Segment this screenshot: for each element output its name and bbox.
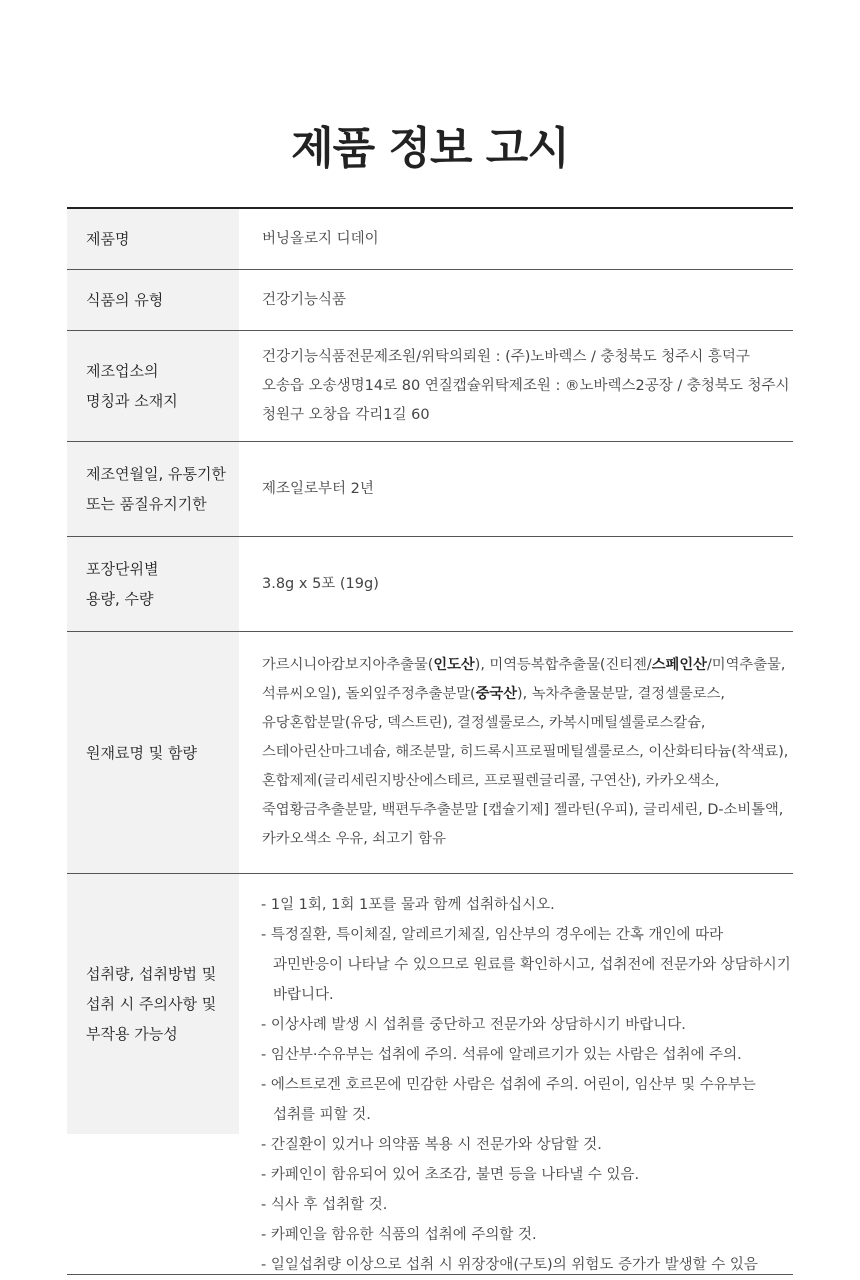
row-value-package: 3.8g x 5포 (19g) — [262, 575, 379, 592]
row-label-product-name: 제품명 — [67, 209, 239, 269]
list-item: - 카페인을 함유한 식품의 섭취에 주의할 것. — [261, 1220, 793, 1250]
product-info-table — [67, 207, 793, 1275]
row-label-ingredients: 원재료명 및 함량 — [67, 632, 239, 873]
ingredients-text: /미역추출물, 석류씨오일), 돌외잎주정추출분말( — [262, 657, 786, 702]
list-item: - 1일 1회, 1회 1포를 물과 함께 섭취하십시오. — [261, 890, 793, 920]
table-row — [67, 874, 793, 1275]
row-label-package: 포장단위별 용량, 수량 — [67, 537, 239, 631]
row-value-ingredients — [262, 651, 793, 854]
ingredients-text: ), 녹차추출물분말, 결정셀룰로스, 유당혼합분말(유당, 덱스트린), 결정셀룰로스, 카복시메틸셀룰로스칼슘, 스테아린산마그네슘, 해조분말, 히드록시프로필메틸셀룰로스, 이산화티타늄(착색료), 혼합제제(글리세린지방산에스테르, 프로필렌글리콜, 구연산), 카카오색소, 죽엽황금추출분말, 백편두추출분말 [캡슐기제] 젤라틴(우피), 글리세린, D-소비톨액, 카카오색소 우유, 쇠고기 함유 — [262, 686, 789, 847]
page-title: 제품 정보 고시 — [291, 123, 569, 174]
row-label-food-type: 식품의 유형 — [67, 270, 239, 330]
row-value-food-type: 건강기능식품 — [262, 291, 347, 308]
table-row — [67, 270, 793, 331]
list-item: - 일일섭취량 이상으로 섭취 시 위장장애(구토)의 위험도 증가가 발생할 수 있음 — [261, 1250, 793, 1280]
precautions-list — [261, 890, 793, 1280]
row-value-product-name: 버닝올로지 디데이 — [262, 230, 379, 247]
row-label-expiration: 제조연월일, 유통기한 또는 품질유지기한 — [67, 442, 239, 536]
list-item: - 식사 후 섭취할 것. — [261, 1190, 793, 1220]
table-row — [67, 442, 793, 537]
list-item: - 임산부·수유부는 섭취에 주의. 석류에 알레르기가 있는 사람은 섭취에 주의. — [261, 1040, 793, 1070]
table-row — [67, 209, 793, 270]
list-item: - 특정질환, 특이체질, 알레르기체질, 임산부의 경우에는 간혹 개인에 따라 과민반응이 나타날 수 있으므로 원료를 확인하시고, 섭취전에 전문가와 상담하시기 바랍니다. — [261, 920, 793, 1010]
row-label-intake: 섭취량, 섭취방법 및 섭취 시 주의사항 및 부작용 가능성 — [67, 874, 239, 1134]
row-value-manufacturer: 건강기능식품전문제조원/위탁의뢰원 : (주)노바렉스 / 충청북도 청주시 흥덕구 오송읍 오송생명14로 80 연질캡슐위탁제조원 : ®노바렉스2공장 / 충청북도 청주시 청원구 오창읍 각리1길 60 — [262, 348, 790, 423]
row-value-expiration: 제조일로부터 2년 — [262, 480, 374, 497]
list-item: - 간질환이 있거나 의약품 복용 시 전문가와 상담할 것. — [261, 1130, 793, 1160]
table-row — [67, 632, 793, 874]
list-item: - 카페인이 함유되어 있어 초조감, 불면 등을 나타낼 수 있음. — [261, 1160, 793, 1190]
list-item: - 이상사례 발생 시 섭취를 중단하고 전문가와 상담하시기 바랍니다. — [261, 1010, 793, 1040]
origin-china: 중국산 — [475, 686, 518, 702]
table-row — [67, 331, 793, 442]
origin-india: 인도산 — [433, 657, 475, 673]
ingredients-text: 가르시니아캄보지아추출물( — [262, 657, 434, 673]
ingredients-text: ), 미역등복합추출물(진티젠/ — [474, 657, 652, 673]
row-label-manufacturer: 제조업소의 명칭과 소재지 — [67, 331, 239, 441]
table-row — [67, 537, 793, 632]
origin-spain: 스페인산 — [651, 657, 707, 673]
list-item: - 에스트로겐 호르몬에 민감한 사람은 섭취에 주의. 어린이, 임산부 및 수유부는 섭취를 피할 것. — [261, 1070, 793, 1130]
